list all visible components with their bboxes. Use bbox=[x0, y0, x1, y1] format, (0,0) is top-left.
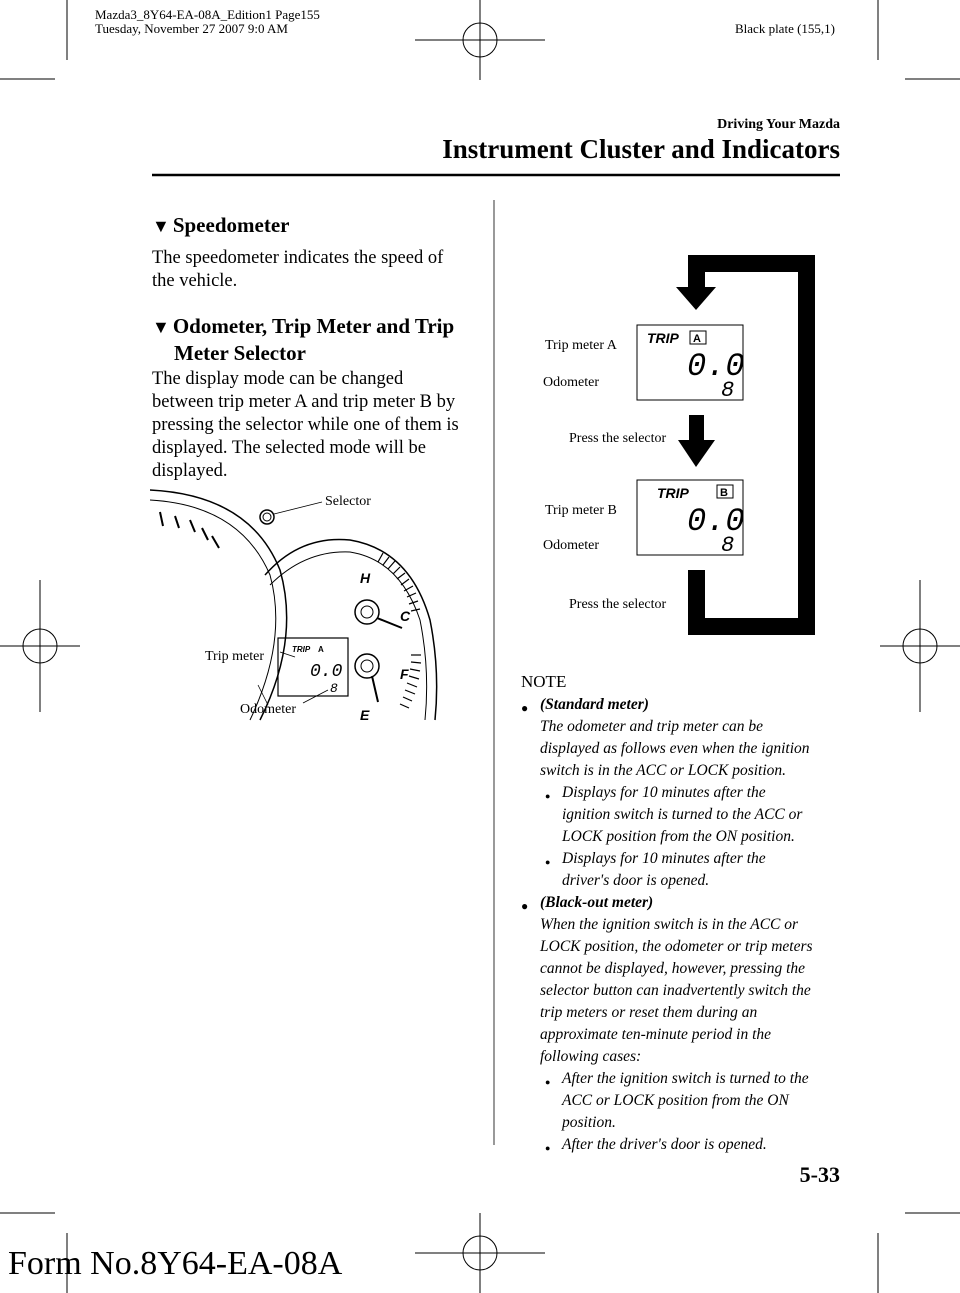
note-body: ● (Standard meter) The odometer and trip meter can be displayed as follows even when the ignition switch is in the ACC or LOCK position. ● Displays for 10 minutes after the ignition switch is turned to the ACC or LOCK position from the ON position. ● Displays for 10 minutes after the driver's door is opened. ● (Black-out meter) When the ignition switch is in the ACC or LOCK position, the odometer or trip meters cannot be displayed, however, pressing the selector button can inadvertently switch the trip meters or reset them during an approximate ten-minute period in the following cases: ● After the ignition switch is turned to the ACC or LOCK position from the ON position. ● After the driver's door is opened. bbox=[521, 694, 841, 1156]
gauge-h-label: H bbox=[360, 570, 371, 586]
print-timestamp: Tuesday, November 27 2007 9:0 AM bbox=[95, 21, 288, 36]
form-number: Form No.8Y64-EA-08A bbox=[8, 1245, 343, 1282]
trip-badge: TRIP bbox=[292, 645, 311, 654]
trip-a-letter: A bbox=[693, 333, 701, 345]
odometer-label: Odometer bbox=[240, 702, 296, 717]
odo-b-value: 8 bbox=[721, 533, 735, 558]
press-selector-2: Press the selector bbox=[569, 597, 667, 612]
triangle-bullet-icon: ▼ bbox=[152, 216, 170, 236]
trip-value: 0.0 bbox=[310, 662, 343, 682]
trip-letter: A bbox=[318, 645, 324, 654]
trip-b-letter: B bbox=[720, 487, 728, 499]
bullet-icon: ● bbox=[521, 899, 529, 913]
trip-meter-label: Trip meter bbox=[205, 649, 264, 664]
odo-a-value: 8 bbox=[721, 378, 735, 403]
gauge-f-label: F bbox=[400, 666, 409, 682]
bullet-icon: ● bbox=[521, 701, 529, 715]
triangle-bullet-icon: ▼ bbox=[152, 317, 170, 337]
trip-b-badge: TRIP bbox=[657, 485, 689, 501]
sub-bullet-icon: ● bbox=[545, 1077, 551, 1087]
note-title: NOTE bbox=[521, 672, 567, 691]
selector-label: Selector bbox=[325, 494, 371, 509]
trip-a-badge: TRIP bbox=[647, 330, 679, 346]
odometer-body: The display mode can be changed between trip meter A and trip meter B by pressing the selector while one of them is displayed. The selected mode will be displayed. bbox=[152, 369, 459, 481]
press-selector-1: Press the selector bbox=[569, 431, 667, 446]
section-title: Instrument Cluster and Indicators bbox=[442, 134, 840, 164]
watermark: carmanualsonline.info bbox=[808, 1272, 954, 1289]
print-filename: Mazda3_8Y64-EA-08A_Edition1 Page155 bbox=[95, 7, 320, 22]
sub-bullet-icon: ● bbox=[545, 1143, 551, 1153]
black-plate: Black plate (155,1) bbox=[735, 21, 835, 36]
chapter-title: Driving Your Mazda bbox=[717, 117, 840, 132]
instrument-cluster-illustration bbox=[150, 480, 450, 725]
gauge-c-label: C bbox=[400, 608, 411, 624]
sub-bullet-icon: ● bbox=[545, 857, 551, 867]
speedometer-heading: ▼ Speedometer bbox=[152, 213, 290, 237]
odo-value: 8 bbox=[330, 681, 338, 696]
odometer-heading: ▼ Odometer, Trip Meter and Trip Meter Selector bbox=[152, 314, 455, 365]
speedometer-body: The speedometer indicates the speed of the vehicle. bbox=[152, 248, 444, 291]
odometer-b-label: Odometer bbox=[543, 538, 599, 553]
mode-switching-diagram bbox=[540, 255, 820, 640]
trip-b-value: 0.0 bbox=[687, 503, 745, 540]
gauge-e-label: E bbox=[360, 707, 370, 723]
trip-a-value: 0.0 bbox=[687, 348, 745, 385]
sub-bullet-icon: ● bbox=[545, 791, 551, 801]
trip-b-label: Trip meter B bbox=[545, 503, 617, 518]
odometer-a-label: Odometer bbox=[543, 375, 599, 390]
trip-a-label: Trip meter A bbox=[545, 338, 617, 353]
page-number: 5-33 bbox=[799, 1162, 840, 1187]
